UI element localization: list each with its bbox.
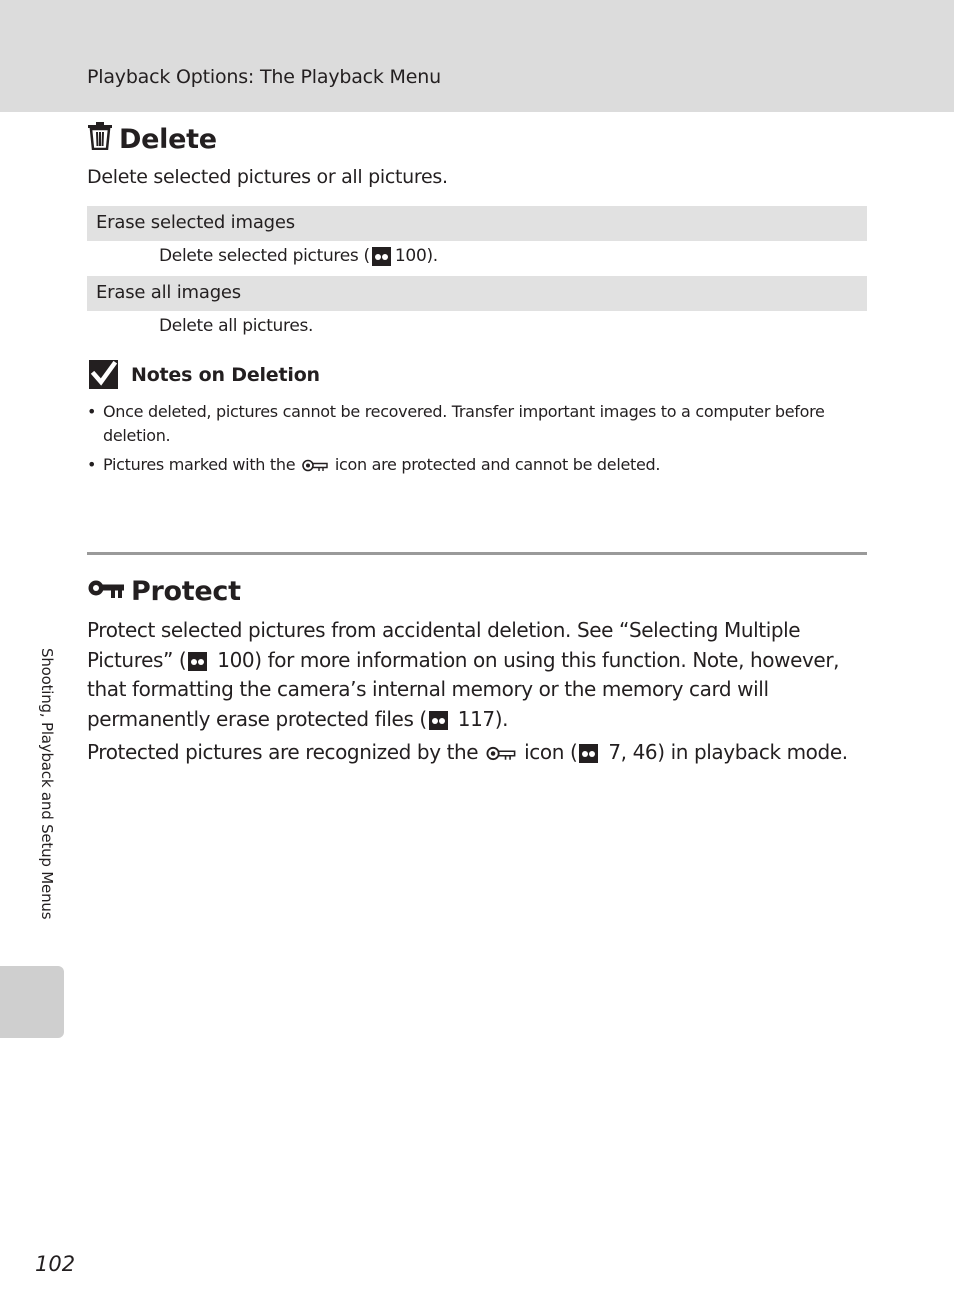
page-reference-icon (579, 744, 598, 763)
option-label: Erase selected images (96, 212, 295, 233)
trash-icon (87, 122, 113, 157)
protect-key-icon (302, 456, 328, 480)
notes-title: Notes on Deletion (131, 363, 320, 386)
delete-title: Delete (119, 124, 217, 155)
option-label: Erase all images (96, 282, 241, 303)
notes-list (87, 400, 857, 485)
page-reference-icon (188, 652, 207, 671)
notes-heading (89, 360, 320, 389)
running-header: Playback Options: The Playback Menu (87, 66, 441, 88)
delete-heading (87, 122, 217, 157)
section-divider (87, 552, 867, 555)
list-item: • Once deleted, pictures cannot be recovered. Transfer important images to a computer before deletion. (87, 400, 857, 448)
protect-title: Protect (131, 576, 241, 607)
page-reference-icon (429, 711, 448, 730)
protect-key-icon (486, 741, 516, 771)
side-tab-label: Shooting, Playback and Setup Menus (38, 648, 56, 920)
list-item: • Pictures marked with the icon are protected and cannot be deleted. (87, 453, 857, 480)
side-tab (0, 966, 64, 1038)
protect-paragraph-1: Protect selected pictures from accidental deletion. See “Selecting Multiple Pictures” ( 100) for more information on using this function. Note, however, that formatting the camera’s internal memory or the memory card will permanently erase protected files ( 117). (87, 618, 840, 731)
page-number: 102 (35, 1252, 76, 1276)
protect-heading (87, 576, 241, 607)
protect-paragraph-2: Protected pictures are recognized by the icon ( 7, 46) in playback mode. (87, 738, 877, 771)
option-desc-erase-all: Delete all pictures. (159, 316, 314, 336)
option-row-erase-all (87, 276, 867, 311)
option-desc-erase-selected: Delete selected pictures ( 100). (159, 246, 438, 266)
delete-intro: Delete selected pictures or all pictures. (87, 166, 448, 188)
check-mark-icon (89, 360, 118, 389)
header-band (0, 0, 954, 112)
page-reference-icon (372, 247, 391, 266)
option-row-erase-selected (87, 206, 867, 241)
protect-key-icon (87, 576, 125, 607)
